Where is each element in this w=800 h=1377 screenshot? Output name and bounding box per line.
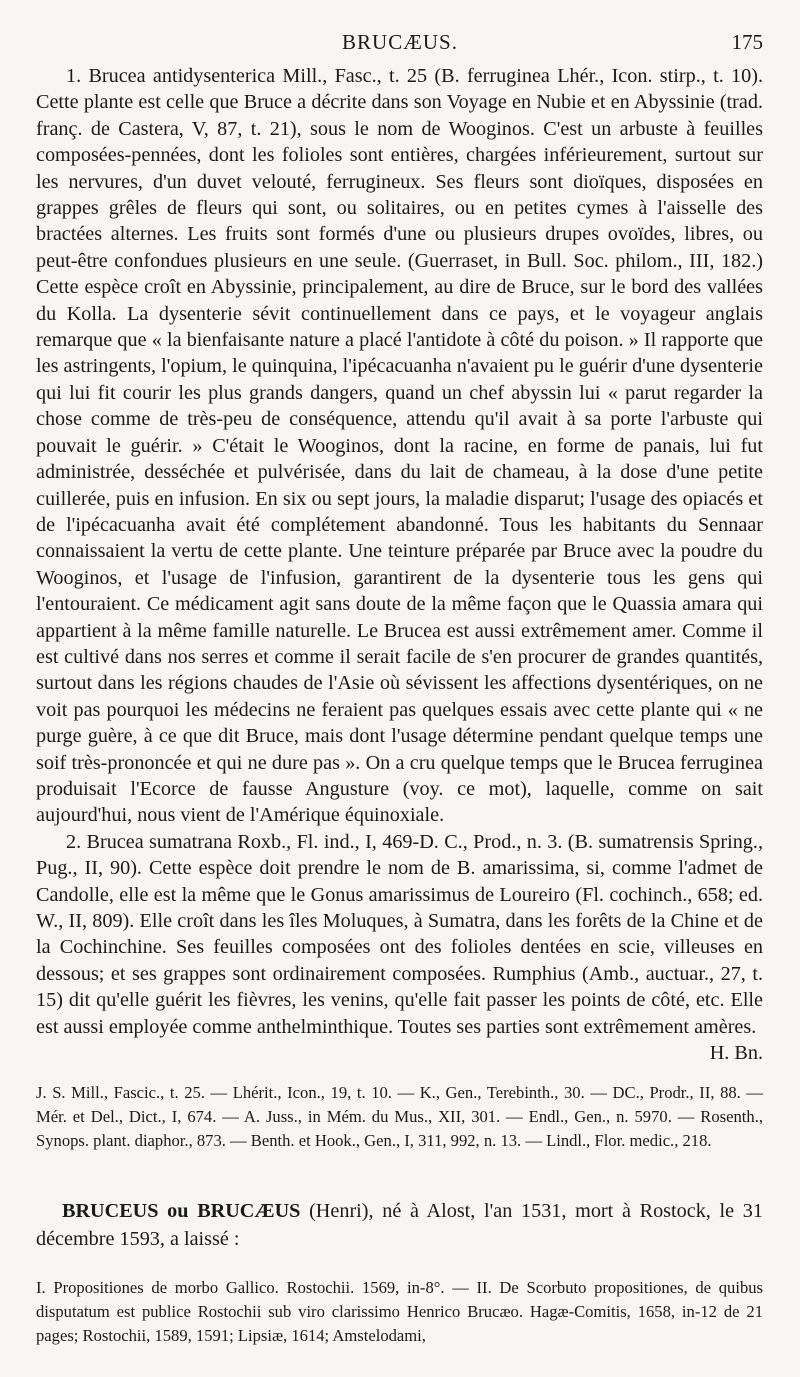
page-header	[0, 30, 800, 60]
works-list	[36, 1276, 763, 1348]
biography-paragraph	[36, 1197, 763, 1253]
author-signature: H. Bn.	[709, 1042, 763, 1065]
biography-entry	[36, 1197, 763, 1253]
biography-text: (Henri), né à Alost, l'an 1531, mort à Rostock, le 31 décembre 1593, a laissé :	[36, 1200, 763, 1250]
paragraph-brucea-sumatrana	[36, 829, 763, 1065]
entry-headword: BRUCEUS ou BRUCÆUS	[62, 1200, 301, 1222]
article-body	[36, 63, 763, 1066]
bibliography-text: J. S. Mill., Fascic., t. 25. — Lhérit., Icon., 19, t. 10. — K., Gen., Terebinth., 30. — DC., Prodr., II, 88. — Mér. et Del., Dict., I, 674. — A. Juss., in Mém. du Mus., XII, 301. — Endl., Gen., n. 5970. — Rosenth., Synops. plant. diaphor., 873. — Benth. et Hook., Gen., I, 311, 992, n. 13. — Lindl., Flor. medic., 218.	[36, 1083, 763, 1150]
works-text: I. Propositiones de morbo Gallico. Rostochii. 1569, in-8°. — II. De Scorbuto propositiones, de quibus disputatum est publice Rostochii sub viro clarissimo Henrico Brucæo. Hagæ-Comitis, 1658, in-12 de 21 pages; Rostochii, 1589, 1591; Lipsiæ, 1614; Amstelodami,	[36, 1278, 763, 1345]
paragraph-text: 2. Brucea sumatrana Roxb., Fl. ind., I, 469-D. C., Prod., n. 3. (B. sumatrensis Spring., Pug., II, 90). Cette espèce doit prendre le nom de B. amarissima, si, comme l'admet de Candolle, elle est la même que le Gonus amarissimus de Loureiro (Fl. cochinch., 658; ed. W., II, 809). Elle croît dans les îles Moluques, à Sumatra, dans les forêts de la Chine et de la Cochinchine. Ses feuilles composées ont des folioles dentées en scie, villeuses en dessous; et ses grappes sont ordinairement composées. Rumphius (Amb., auctuar., 27, t. 15) dit qu'elle guérit les fièvres, les venins, qu'elle fait passer les points de côté, etc. Elle est aussi employée comme anthelminthique. Toutes ses parties sont extrêmement amères.	[36, 830, 763, 1038]
page-number: 175	[731, 30, 763, 54]
running-title: BRUCÆUS.	[342, 30, 458, 54]
bibliography	[36, 1081, 763, 1153]
paragraph-brucea-antidysenterica: 1. Brucea antidysenterica Mill., Fasc., t. 25 (B. ferruginea Lhér., Icon. stirp., t. 10). Cette plante est celle que Bruce a décrite dans son Voyage en Nubie et en Abyssinie (trad. franç. de Castera, V, 87, t. 21), sous le nom de Wooginos. C'est un arbuste à feuilles composées-pennées, dont les folioles sont entières, chargées inférieurement, surtout sur les nervures, d'un duvet velouté, ferrugineux. Ses fleurs sont dioïques, disposées en grappes grêles de fleurs qui sont, ou solitaires, ou en petites cymes à l'aisselle des bractées alternes. Les fruits sont formés d'une ou plusieurs drupes ovoïdes, libres, ou peut-être confondues plusieurs en une seule. (Guerraset, in Bull. Soc. philom., III, 182.) Cette espèce croît en Abyssinie, principalement, au dire de Bruce, sur le bord des vallées du Kolla. La dysenterie sévit continuellement dans ce pays, et le voyageur anglais remarque que « la bienfaisante nature a placé l'antidote à côté du poison. » Il rapporte que les astringents, l'opium, le quinquina, l'ipécacuanha n'avaient pu le guérir d'une dysenterie qui lui fit courir les plus grands dangers, quand un chef abyssin lui « parut regarder la chose comme de très-peu de conséquence, attendu qu'il avait à sa porte l'arbuste qui pouvait le guérir. » C'était le Wooginos, dont la racine, en forme de panais, lui fut administrée, desséchée et pulvérisée, dans du lait de chameau, à la dose d'une petite cuillerée, puis en infusion. En six ou sept jours, la maladie disparut; l'usage des opiacés et de l'ipécacuanha avait été complétement abandonné. Tous les habitants du Sennaar connaissaient la vertu de cette plante. Une teinture préparée par Bruce avec la poudre du Wooginos, et l'usage de l'infusion, garantirent de la dysenterie tous les gens qui l'entouraient. Ce médicament agit sans doute de la même façon que le Quassia amara qui appartient à la même famille naturelle. Le Brucea est aussi extrêmement amer. Comme il est cultivé dans nos serres et comme il serait facile de s'en procurer de grandes quantités, surtout dans les régions chaudes de l'Asie où sévissent les affections dysentériques, on ne voit pas pourquoi les médecins ne feraient pas quelques essais avec cette plante qui « ne purge guère, à ce que dit Bruce, mais dont l'usage détermine pendant quelque temps une soif très-prononcée et qui ne dure pas ». On a cru quelque temps que le Brucea ferruginea produisait l'Ecorce de fausse Angusture (voy. ce mot), laquelle, comme on sait aujourd'hui, nous vient de l'Amérique équinoxiale.	[36, 65, 763, 827]
